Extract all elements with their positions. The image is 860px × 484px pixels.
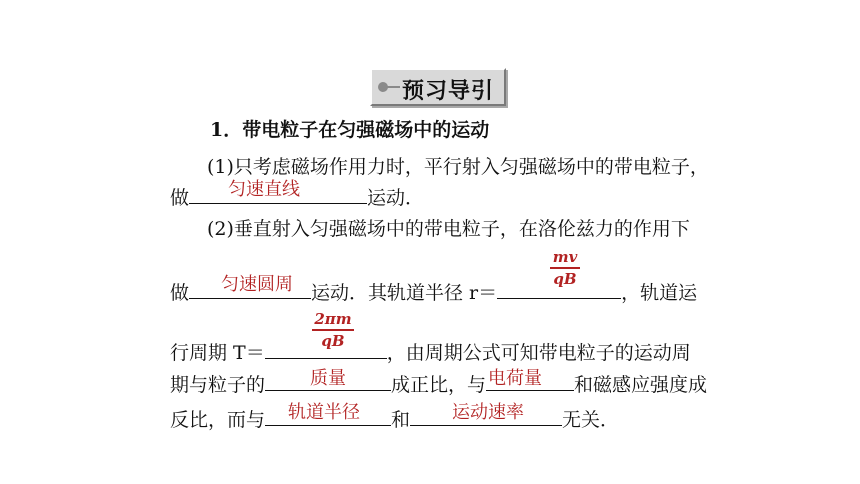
p4-prefix: 期与粒子的 — [170, 374, 266, 396]
answer-mass: 质量 — [310, 368, 346, 389]
p3-prefix: 行周期 T＝ — [170, 342, 265, 364]
fraction-bar — [550, 267, 580, 269]
p5-suffix: 无关． — [562, 409, 620, 431]
p3-line — [170, 340, 691, 365]
badge-title: 预习导引 — [402, 79, 495, 104]
p1-line1: (1)只考虑磁场作用力时，平行射入匀强磁场中的带电粒子， — [207, 156, 709, 178]
answer-speed: 运动速率 — [452, 402, 524, 423]
section-badge — [370, 68, 506, 106]
p5-mid: 和 — [391, 409, 411, 431]
p4-mid: 成正比，与 — [391, 374, 487, 396]
p4-suffix: 和磁感应强度成 — [574, 374, 708, 396]
p2-line1: (2)垂直射入匀强磁场中的带电粒子，在洛伦兹力的作用下 — [207, 218, 690, 240]
answer-uniform-linear: 匀速直线 — [228, 179, 300, 200]
p5-line — [170, 407, 619, 432]
answer-orbit-radius: 轨道半径 — [288, 402, 360, 423]
p4-line — [170, 372, 707, 397]
p2-mid: 运动．其轨道半径 r＝ — [311, 282, 498, 304]
p3-suffix: ，由周期公式可知带电粒子的运动周 — [386, 342, 691, 364]
p5-prefix: 反比，而与 — [170, 409, 266, 431]
radius-numerator: mv — [552, 248, 578, 266]
fraction-bar — [312, 329, 354, 331]
section-heading: 1．带电粒子在匀强磁场中的运动 — [210, 119, 490, 141]
period-numerator: 2πm — [314, 310, 352, 328]
period-denominator: qB — [321, 331, 345, 350]
radius-denominator: qB — [553, 269, 577, 288]
radius-formula — [550, 248, 580, 288]
bullet-line-icon — [386, 86, 400, 88]
p1-suffix: 运动． — [367, 187, 425, 209]
answer-charge: 电荷量 — [488, 368, 542, 389]
p1-prefix: 做 — [170, 187, 190, 209]
period-formula — [312, 310, 354, 350]
p2-suffix: ，轨道运 — [621, 282, 698, 304]
answer-uniform-circular: 匀速圆周 — [221, 274, 293, 295]
p2-prefix: 做 — [170, 282, 190, 304]
